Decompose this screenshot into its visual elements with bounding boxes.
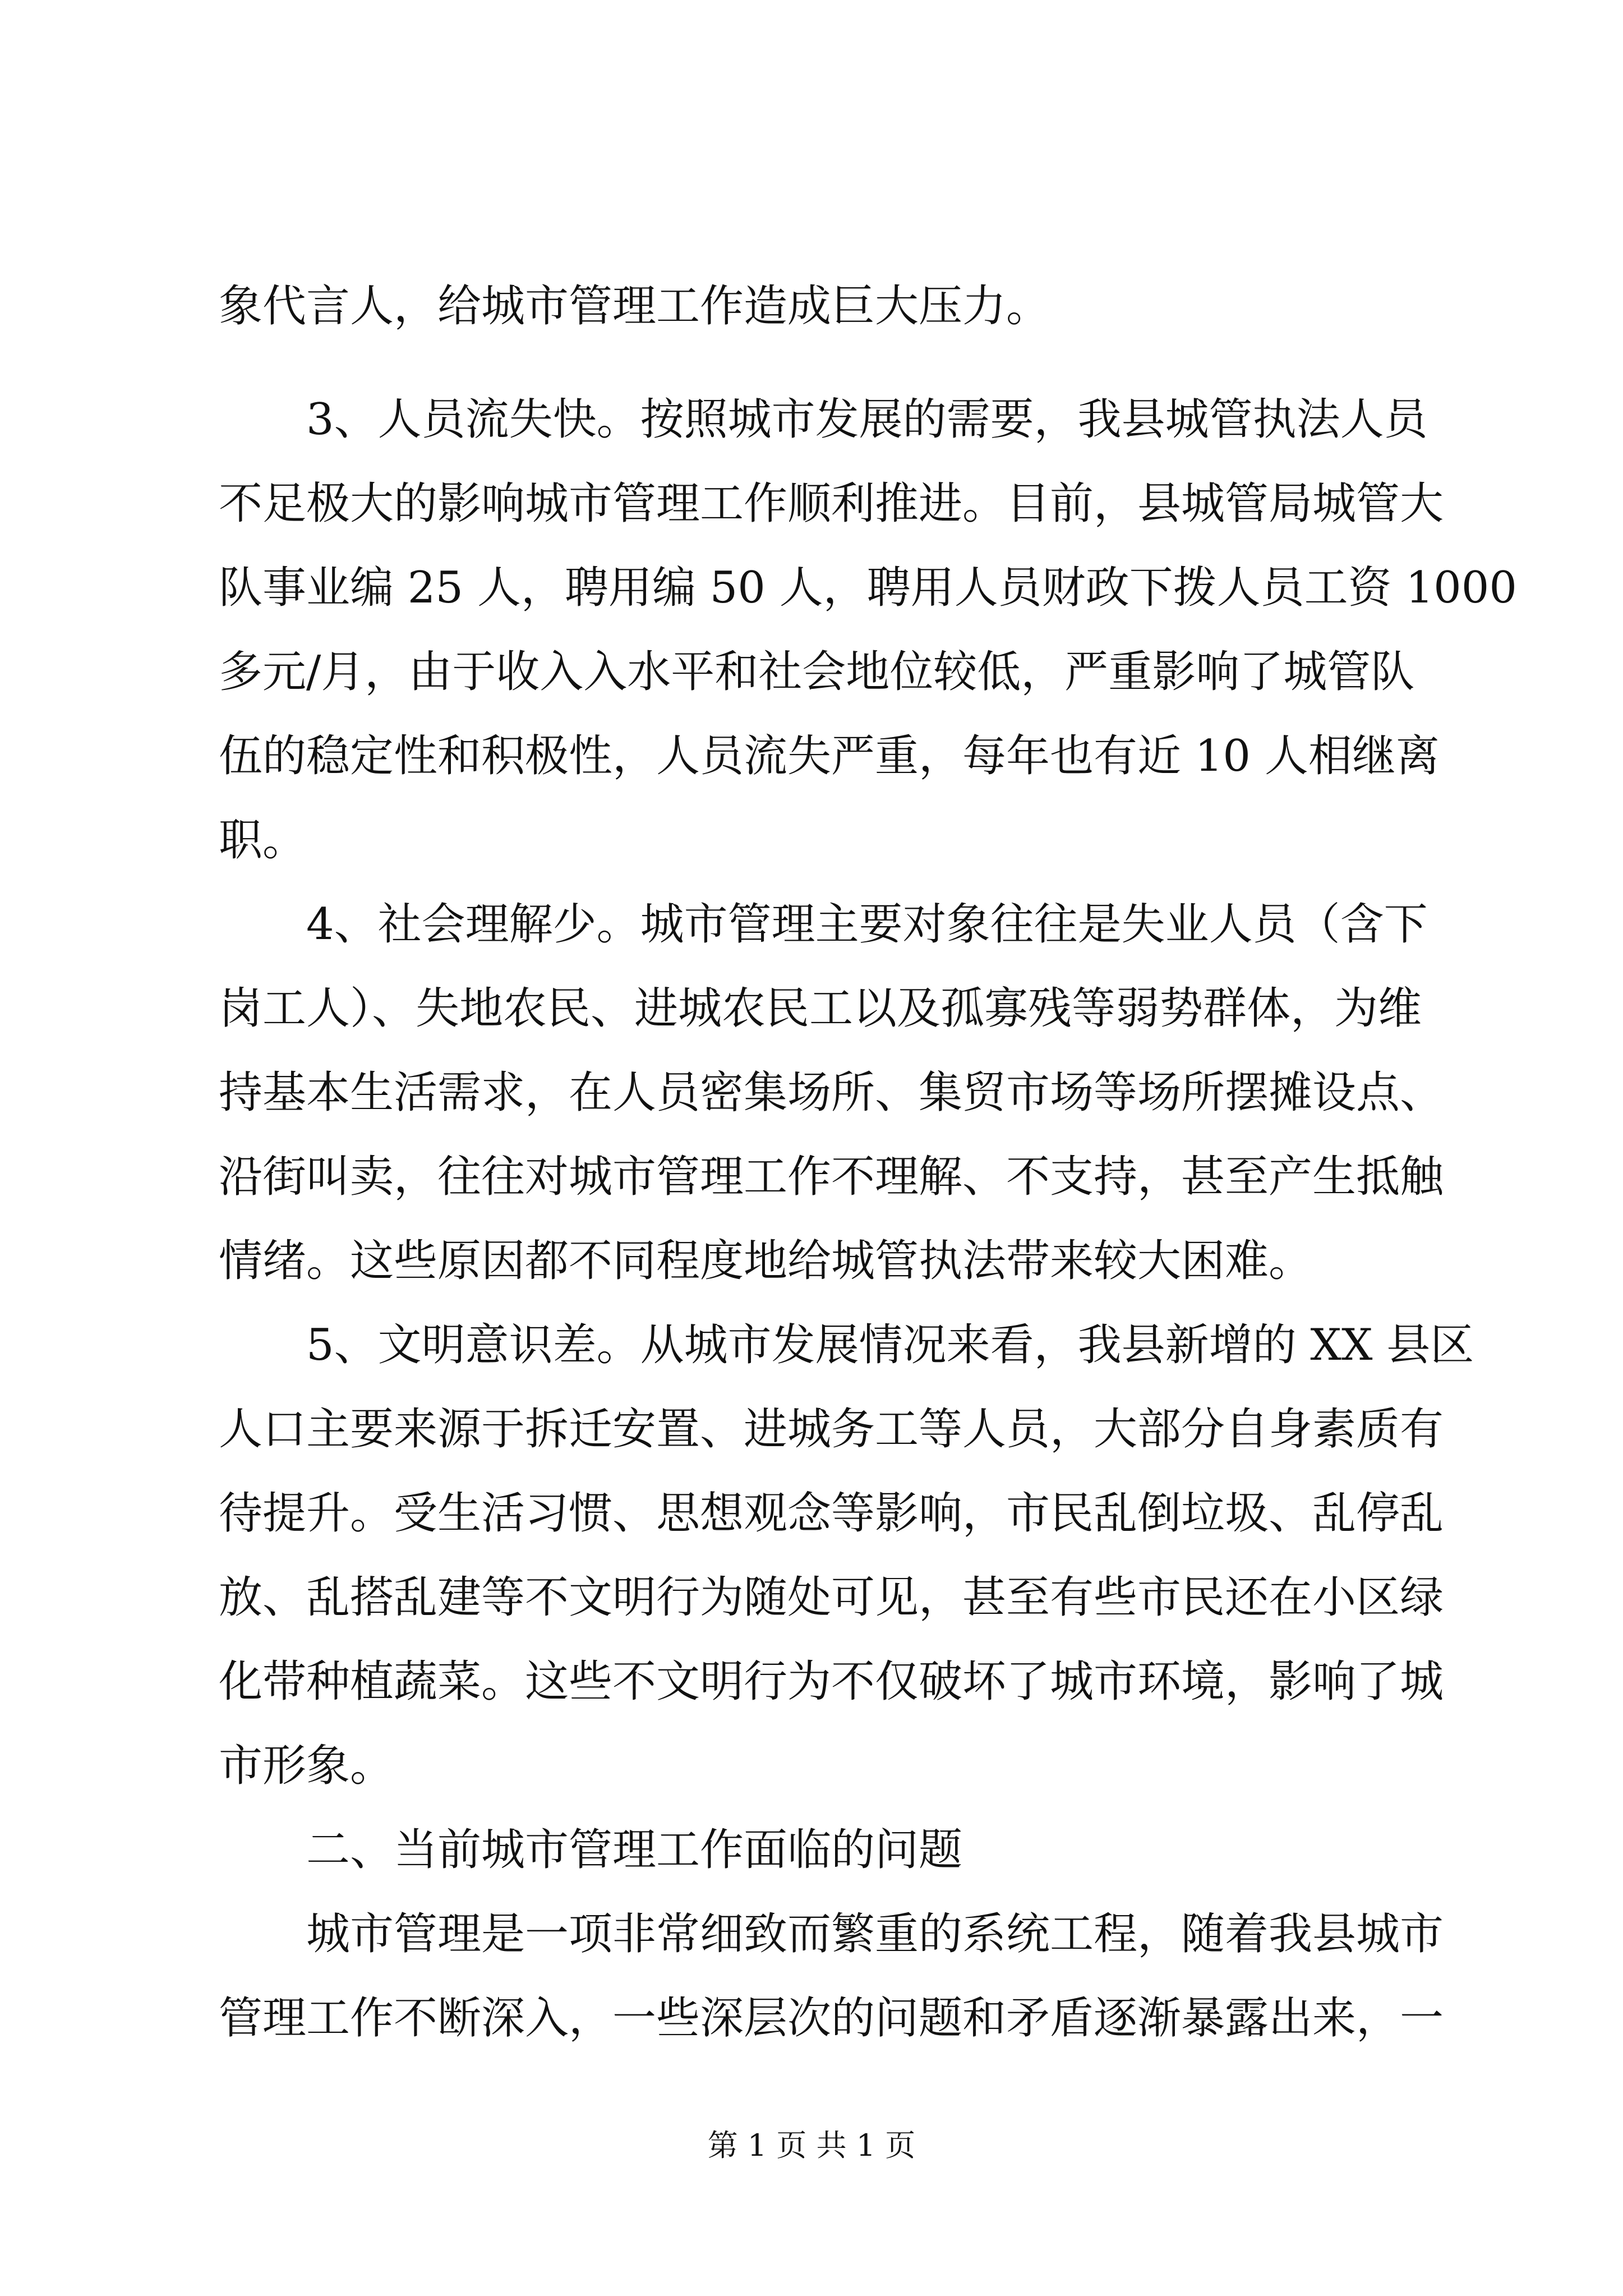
text-line: 多元/月，由于收入入水平和社会地位较低，严重影响了城管队	[219, 647, 1415, 697]
text-line: 伍的稳定性和积极性，人员流失严重，每年也有近 10 人相继离	[219, 731, 1440, 781]
text-line: 市形象。	[219, 1741, 394, 1791]
text-line: 持基本生活需求，在人员密集场所、集贸市场等场所摆摊设点、	[219, 1068, 1444, 1118]
text-line: 职。	[219, 815, 307, 866]
section-heading: 二、当前城市管理工作面临的问题	[219, 1825, 963, 1875]
text-line: 人口主要来源于拆迁安置、进城务工等人员，大部分自身素质有	[219, 1404, 1444, 1455]
text-line: 岗工人）、失地农民、进城农民工以及孤寡残等弱势群体，为维	[219, 983, 1422, 1034]
text-line: 待提升。受生活习惯、思想观念等影响，市民乱倒垃圾、乱停乱	[219, 1488, 1444, 1539]
text-line: 不足极大的影响城市管理工作顺利推进。目前，县城管局城管大	[219, 478, 1444, 529]
text-line: 象代言人，给城市管理工作造成巨大压力。	[219, 281, 1050, 332]
text-line: 情绪。这些原因都不同程度地给城管执法带来较大困难。	[219, 1236, 1313, 1286]
text-line: 放、乱搭乱建等不文明行为随处可见，甚至有些市民还在小区绿	[219, 1572, 1444, 1623]
paragraph-heading-line: 5、文明意识差。从城市发展情况来看，我县新增的 XX 县区	[219, 1320, 1474, 1370]
paragraph-heading-line: 4、社会理解少。城市管理主要对象往往是失业人员（含下	[219, 899, 1428, 950]
page-number-footer: 第 1 页 共 1 页	[707, 2128, 916, 2163]
text-line: 管理工作不断深入，一些深层次的问题和矛盾逐渐暴露出来，一	[219, 1993, 1444, 2044]
text-line: 沿街叫卖，往往对城市管理工作不理解、不支持，甚至产生抵触	[219, 1152, 1444, 1202]
text-line: 队事业编 25 人，聘用编 50 人，聘用人员财政下拨人员工资 1000	[219, 563, 1517, 613]
paragraph-heading-line: 3、人员流失快。按照城市发展的需要，我县城管执法人员	[219, 394, 1428, 445]
text-line: 化带种植蔬菜。这些不文明行为不仅破坏了城市环境，影响了城	[219, 1657, 1444, 1707]
text-line: 城市管理是一项非常细致而繁重的系统工程，随着我县城市	[219, 1909, 1444, 1959]
